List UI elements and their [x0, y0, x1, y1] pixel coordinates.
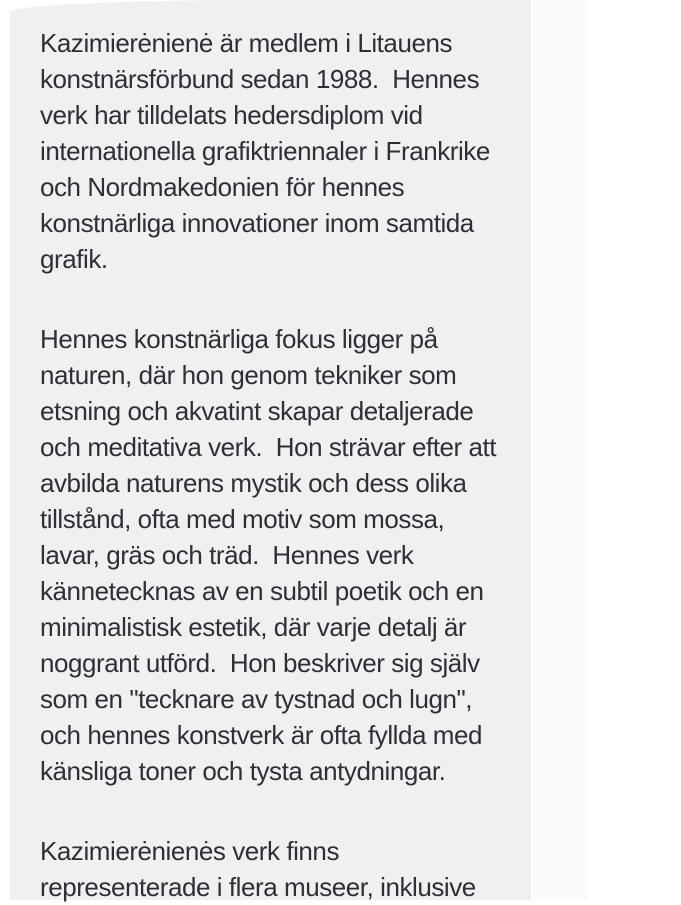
- text-line: tillstånd, ofta med motiv som mossa,: [40, 504, 445, 534]
- text-line: och meditativa verk. Hon strävar efter att: [40, 432, 497, 462]
- text-line: naturen, där hon genom tekniker som: [40, 360, 457, 390]
- text-line: representerade i flera museer, inklusive: [40, 872, 476, 902]
- message-bubble: [10, 0, 531, 900]
- text-line: Hennes konstnärliga fokus ligger på: [40, 324, 438, 354]
- text-line: grafik.: [40, 244, 108, 274]
- text-line: etsning och akvatint skapar detaljerade: [40, 396, 474, 426]
- paragraph: [40, 25, 511, 277]
- text-line: och hennes konstverk är ofta fyllda med: [40, 720, 483, 750]
- article-text: [10, 0, 531, 905]
- text-line: minimalistisk estetik, där varje detalj är: [40, 612, 467, 642]
- right-margin-band: [533, 0, 588, 900]
- text-line: känsliga toner och tysta antydningar.: [40, 756, 446, 786]
- text-line: Kazimierėnienės verk finns: [40, 836, 339, 866]
- text-line: och Nordmakedonien för hennes: [40, 172, 405, 202]
- text-line: avbilda naturens mystik och dess olika: [40, 468, 467, 498]
- text-line: som en "tecknare av tystnad och lugn",: [40, 684, 473, 714]
- text-line: lavar, gräs och träd. Hennes verk: [40, 540, 414, 570]
- paragraph: [40, 321, 511, 789]
- text-line: konstnärliga innovationer inom samtida: [40, 208, 474, 238]
- paragraph: [40, 833, 511, 905]
- text-line: Kazimierėnienė är medlem i Litauens: [40, 28, 453, 58]
- text-line: verk har tilldelats hedersdiplom vid: [40, 100, 423, 130]
- text-line: kännetecknas av en subtil poetik och en: [40, 576, 484, 606]
- text-line: noggrant utförd. Hon beskriver sig själv: [40, 648, 480, 678]
- text-line: konstnärsförbund sedan 1988. Hennes: [40, 64, 480, 94]
- text-line: internationella grafiktriennaler i Frankrike: [40, 136, 490, 166]
